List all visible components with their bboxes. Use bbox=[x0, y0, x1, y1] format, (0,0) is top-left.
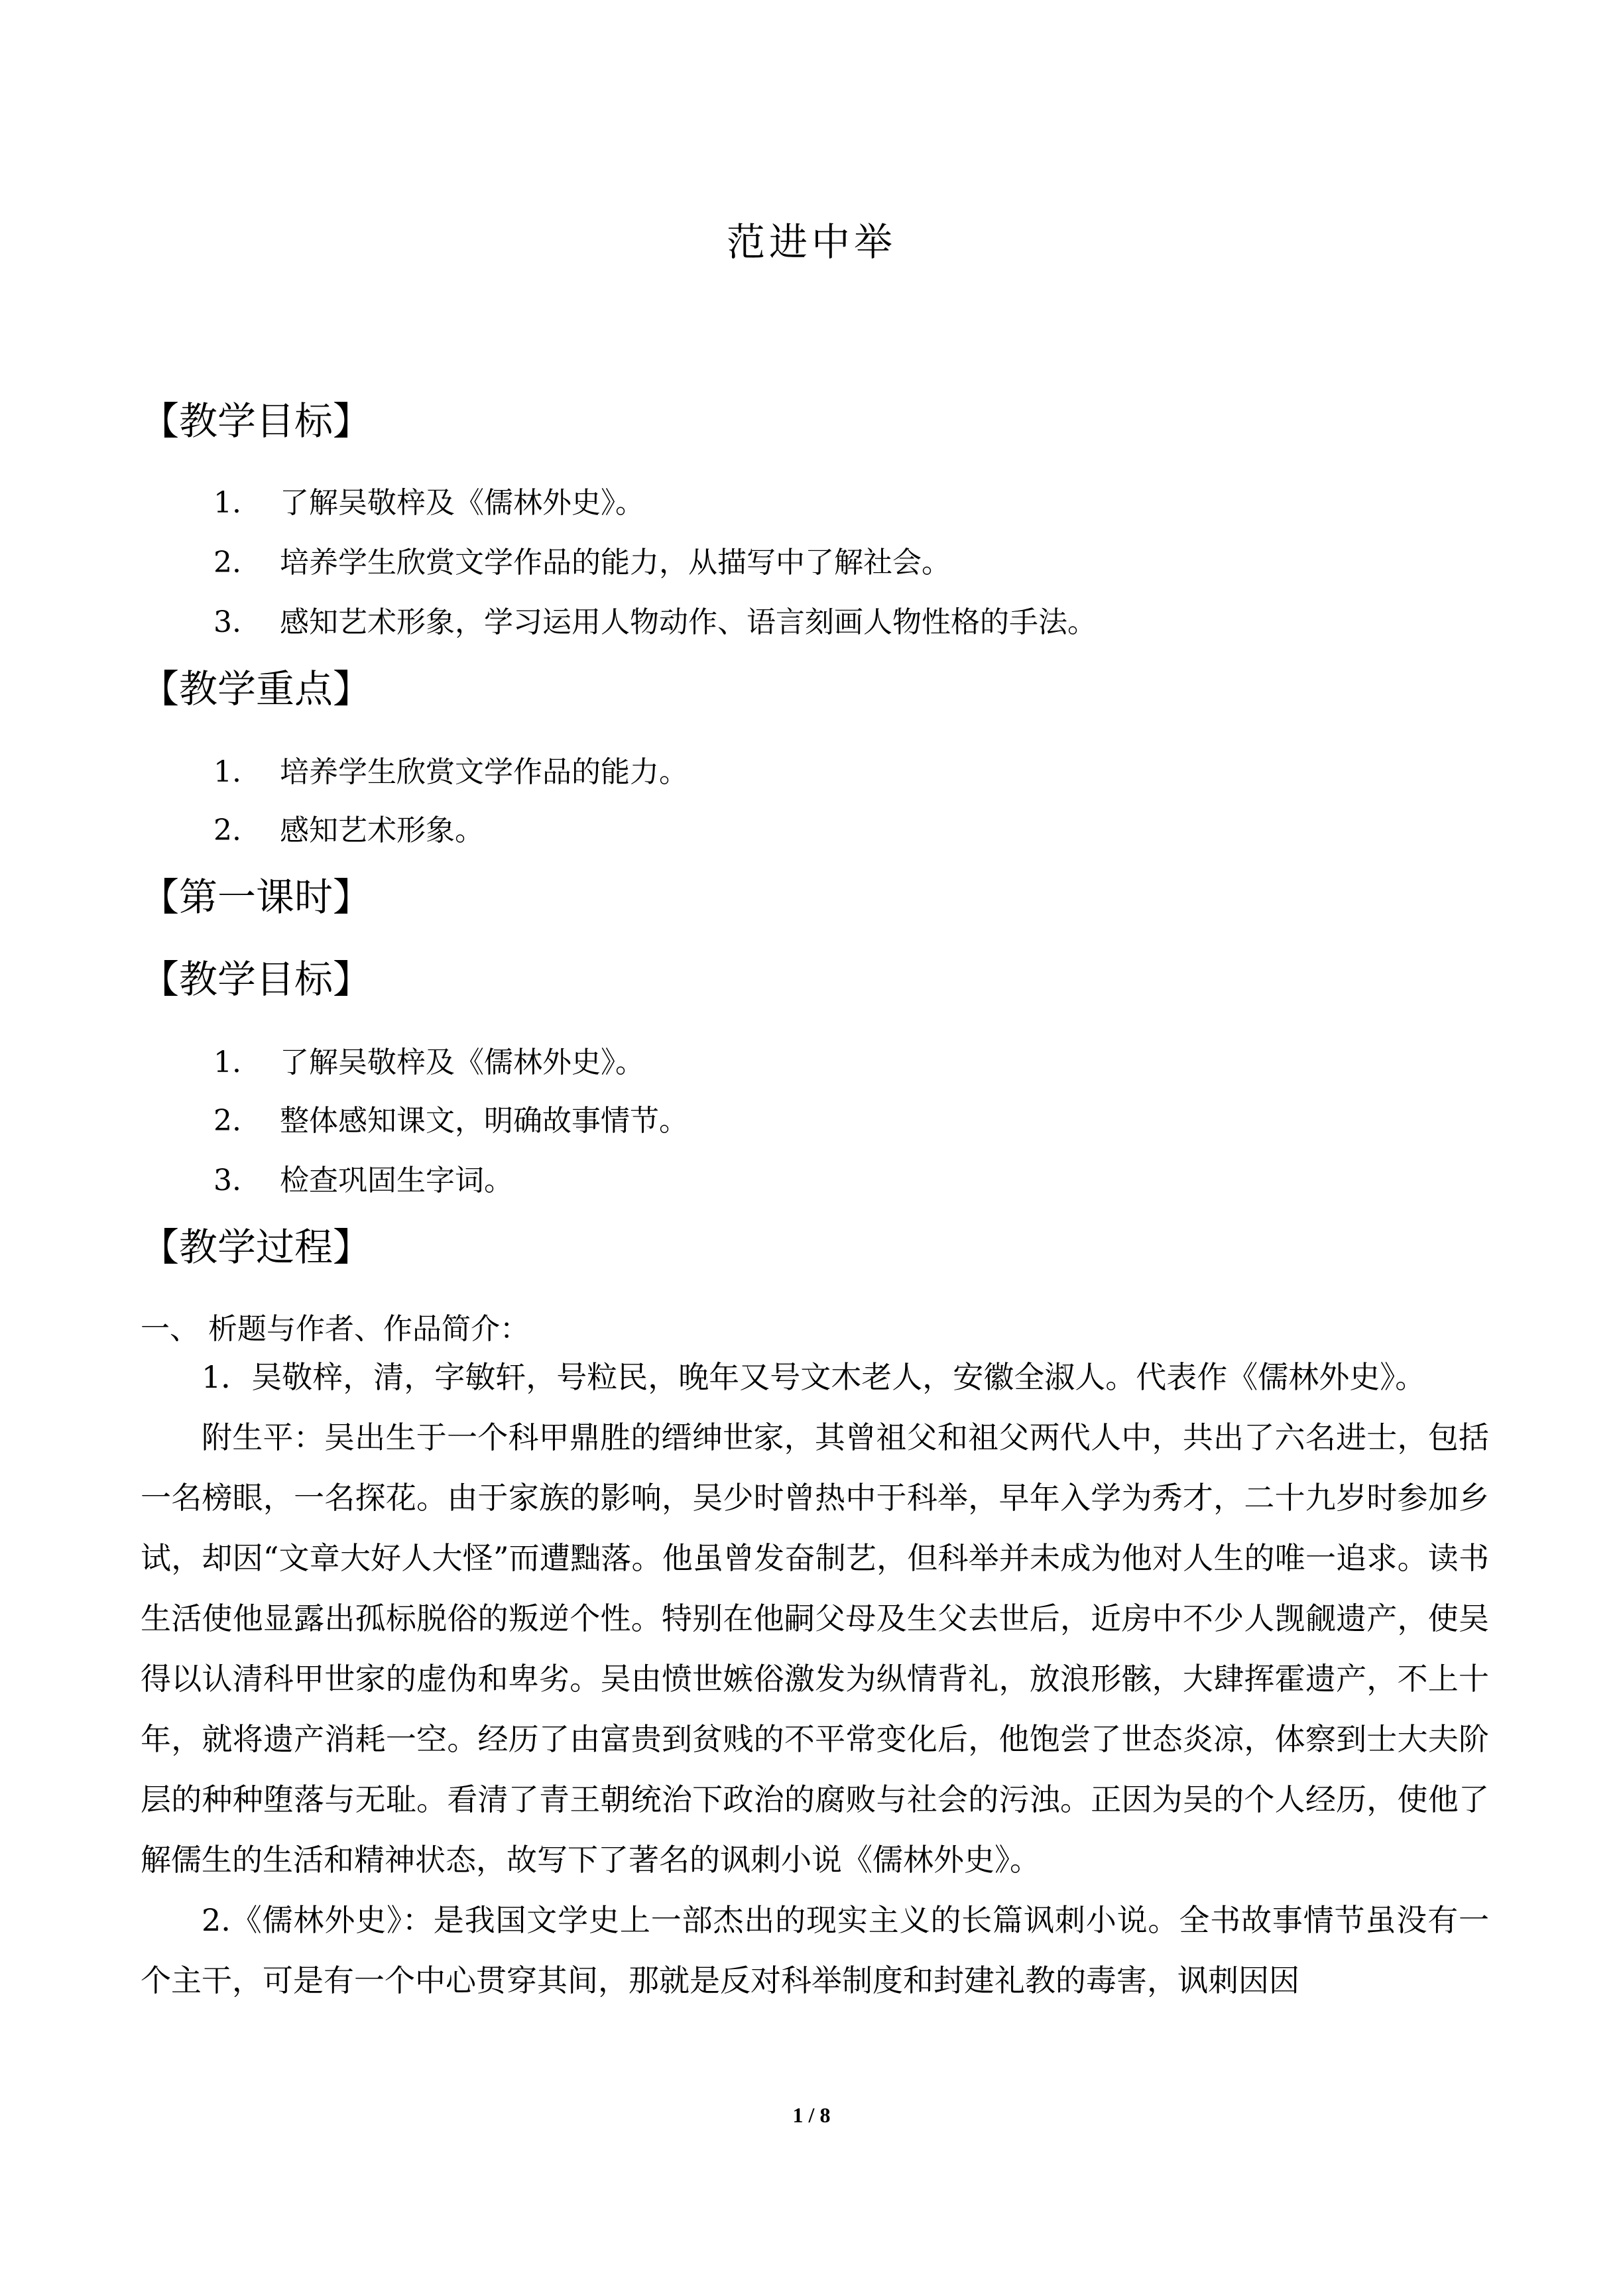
list-item-text: 感知艺术形象。 bbox=[280, 814, 484, 847]
list-item-text: 了解吴敬梓及《儒林外史》。 bbox=[280, 486, 644, 520]
list-item-number: 2. bbox=[213, 814, 241, 847]
list-item-text: 整体感知课文，明确故事情节。 bbox=[280, 1104, 688, 1138]
list-item bbox=[213, 1097, 688, 1139]
list-item-number: 3. bbox=[213, 1164, 241, 1197]
list-item-number: 1. bbox=[213, 755, 241, 789]
section-heading-teaching-goals: 【教学目标】 bbox=[141, 398, 372, 444]
list-item-number: 2. bbox=[213, 546, 241, 579]
list-item bbox=[213, 1038, 644, 1081]
list-item-number: 1. bbox=[213, 1046, 241, 1079]
section-heading-teaching-process: 【教学过程】 bbox=[141, 1225, 372, 1270]
paragraph-biography: 附生平：吴出生于一个科甲鼎胜的缙绅世家，其曾祖父和祖父两代人中，共出了六名进士，包括一名榜眼，一名探花。由于家族的影响，吴少时曾热中于科举，早年入学为秀才，二十九岁时参加乡试，却因“文章大好人大怪”而遭黜落。他虽曾发奋制艺，但科举并未成为他对人生的唯一追求。读书生活使他显露出孤标脱俗的叛逆个性。特别在他嗣父母及生父去世后，近房中不少人觊觎遗产，使吴得以认清科甲世家的虚伪和卑劣。吴由愤世嫉俗激发为纵情背礼，放浪形骸，大肆挥霍遗产，不上十年，就将遗产消耗一空。经历了由富贵到贫贱的不平常变化后，他饱尝了世态炎凉，体察到士大夫阶层的种种堕落与无耻。看清了青王朝统治下政治的腐败与社会的污浊。正因为吴的个人经历，使他了解儒生的生活和精神状态，故写下了著名的讽刺小说《儒林外史》。 bbox=[141, 1420, 1489, 1878]
list-item-text: 感知艺术形象，学习运用人物动作、语言刻画人物性格的手法。 bbox=[280, 605, 1097, 639]
page-indicator: 1 / 8 bbox=[792, 2103, 831, 2127]
list-item-text: 培养学生欣赏文学作品的能力。 bbox=[280, 755, 688, 789]
list-item bbox=[213, 1156, 513, 1199]
paragraph-author-intro: 1．吴敬梓，清，字敏轩，号粒民，晚年又号文木老人，安徽全淑人。代表作《儒林外史》。 bbox=[202, 1359, 1426, 1395]
subsection-heading: 一、 析题与作者、作品简介： bbox=[141, 1312, 529, 1346]
document-title: 范进中举 bbox=[726, 219, 896, 265]
section-heading-teaching-focus: 【教学重点】 bbox=[141, 666, 372, 711]
list-item-number: 2. bbox=[213, 1104, 241, 1138]
list-item-text: 检查巩固生字词。 bbox=[280, 1164, 513, 1197]
list-item bbox=[213, 806, 484, 849]
section-heading-teaching-goals-2: 【教学目标】 bbox=[141, 957, 372, 1002]
list-item-number: 3. bbox=[213, 605, 241, 639]
list-item bbox=[213, 748, 688, 790]
list-item-text: 培养学生欣赏文学作品的能力，从描写中了解社会。 bbox=[280, 546, 951, 579]
list-item bbox=[213, 538, 951, 581]
list-item-number: 1. bbox=[213, 486, 241, 520]
list-item-text: 了解吴敬梓及《儒林外史》。 bbox=[280, 1046, 644, 1079]
paragraph-book-intro: 2.《儒林外史》：是我国文学史上一部杰出的现实主义的长篇讽刺小说。全书故事情节虽没有一个主干，可是有一个中心贯穿其间，那就是反对科举制度和封建礼教的毒害，讽刺因因 bbox=[141, 1902, 1489, 1998]
section-heading-first-lesson: 【第一课时】 bbox=[141, 875, 372, 920]
list-item bbox=[213, 598, 1097, 640]
list-item bbox=[213, 479, 644, 521]
